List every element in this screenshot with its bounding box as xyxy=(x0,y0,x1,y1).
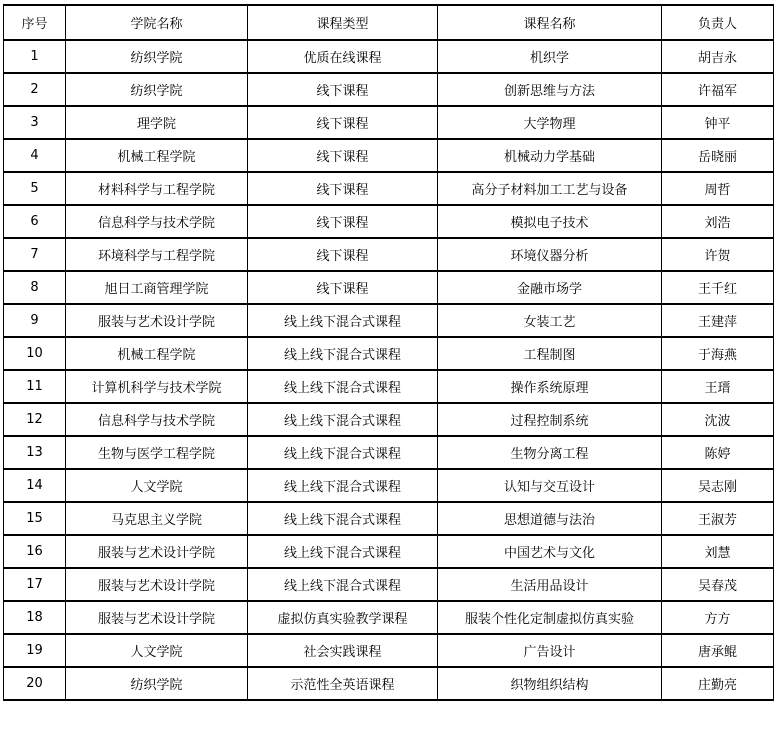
cell-college: 人文学院 xyxy=(66,469,248,502)
table-row xyxy=(4,370,774,403)
cell-leader: 王淑芳 xyxy=(662,502,774,535)
cell-leader: 沈波 xyxy=(662,403,774,436)
cell-college: 计算机科学与技术学院 xyxy=(66,370,248,403)
cell-index: 9 xyxy=(4,304,66,337)
cell-college: 信息科学与技术学院 xyxy=(66,205,248,238)
cell-college: 马克思主义学院 xyxy=(66,502,248,535)
cell-leader: 周哲 xyxy=(662,172,774,205)
cell-leader: 吴志刚 xyxy=(662,469,774,502)
cell-college: 机械工程学院 xyxy=(66,139,248,172)
cell-course-name: 认知与交互设计 xyxy=(438,469,662,502)
cell-college: 纺织学院 xyxy=(66,667,248,700)
cell-course-name: 思想道德与法治 xyxy=(438,502,662,535)
cell-college: 旭日工商管理学院 xyxy=(66,271,248,304)
cell-course-name: 女装工艺 xyxy=(438,304,662,337)
cell-course-type: 线上线下混合式课程 xyxy=(248,568,438,601)
cell-leader: 王千红 xyxy=(662,271,774,304)
cell-course-name: 广告设计 xyxy=(438,634,662,667)
table-row xyxy=(4,667,774,700)
cell-course-type: 线上线下混合式课程 xyxy=(248,436,438,469)
cell-course-name: 过程控制系统 xyxy=(438,403,662,436)
col-header-course-name: 课程名称 xyxy=(438,5,662,40)
cell-course-name: 操作系统原理 xyxy=(438,370,662,403)
cell-index: 15 xyxy=(4,502,66,535)
cell-index: 11 xyxy=(4,370,66,403)
cell-leader: 钟平 xyxy=(662,106,774,139)
table-row xyxy=(4,205,774,238)
cell-index: 3 xyxy=(4,106,66,139)
cell-index: 19 xyxy=(4,634,66,667)
cell-index: 4 xyxy=(4,139,66,172)
cell-college: 纺织学院 xyxy=(66,73,248,106)
table-row xyxy=(4,634,774,667)
cell-college: 生物与医学工程学院 xyxy=(66,436,248,469)
cell-course-type: 线下课程 xyxy=(248,238,438,271)
cell-leader: 刘浩 xyxy=(662,205,774,238)
cell-course-type: 线下课程 xyxy=(248,205,438,238)
cell-index: 14 xyxy=(4,469,66,502)
cell-college: 机械工程学院 xyxy=(66,337,248,370)
cell-course-type: 线下课程 xyxy=(248,139,438,172)
col-header-college: 学院名称 xyxy=(66,5,248,40)
cell-leader: 刘慧 xyxy=(662,535,774,568)
cell-course-name: 织物组织结构 xyxy=(438,667,662,700)
cell-course-type: 线下课程 xyxy=(248,172,438,205)
cell-course-name: 环境仪器分析 xyxy=(438,238,662,271)
table-row xyxy=(4,337,774,370)
cell-course-type: 优质在线课程 xyxy=(248,40,438,73)
cell-course-name: 机织学 xyxy=(438,40,662,73)
cell-course-type: 线下课程 xyxy=(248,271,438,304)
table-body xyxy=(4,40,774,700)
cell-course-type: 虚拟仿真实验教学课程 xyxy=(248,601,438,634)
cell-course-type: 线下课程 xyxy=(248,73,438,106)
cell-leader: 许福军 xyxy=(662,73,774,106)
cell-college: 环境科学与工程学院 xyxy=(66,238,248,271)
col-header-course-type: 课程类型 xyxy=(248,5,438,40)
table-row xyxy=(4,271,774,304)
cell-course-type: 线上线下混合式课程 xyxy=(248,304,438,337)
cell-course-type: 线上线下混合式课程 xyxy=(248,535,438,568)
cell-leader: 庄勤亮 xyxy=(662,667,774,700)
cell-index: 20 xyxy=(4,667,66,700)
cell-course-type: 示范性全英语课程 xyxy=(248,667,438,700)
cell-college: 服装与艺术设计学院 xyxy=(66,304,248,337)
cell-course-type: 线上线下混合式课程 xyxy=(248,403,438,436)
table-row xyxy=(4,535,774,568)
cell-college: 信息科学与技术学院 xyxy=(66,403,248,436)
cell-college: 服装与艺术设计学院 xyxy=(66,601,248,634)
cell-course-name: 高分子材料加工工艺与设备 xyxy=(438,172,662,205)
cell-course-type: 线上线下混合式课程 xyxy=(248,370,438,403)
table-row xyxy=(4,73,774,106)
cell-leader: 岳晓丽 xyxy=(662,139,774,172)
table-row xyxy=(4,238,774,271)
cell-course-name: 创新思维与方法 xyxy=(438,73,662,106)
cell-course-type: 线上线下混合式课程 xyxy=(248,502,438,535)
table-row xyxy=(4,436,774,469)
cell-course-name: 大学物理 xyxy=(438,106,662,139)
cell-course-type: 线上线下混合式课程 xyxy=(248,469,438,502)
cell-course-type: 线下课程 xyxy=(248,106,438,139)
table-row xyxy=(4,601,774,634)
cell-college: 人文学院 xyxy=(66,634,248,667)
cell-college: 纺织学院 xyxy=(66,40,248,73)
table-row xyxy=(4,40,774,73)
col-header-index: 序号 xyxy=(4,5,66,40)
cell-index: 17 xyxy=(4,568,66,601)
cell-leader: 陈婷 xyxy=(662,436,774,469)
cell-course-name: 生物分离工程 xyxy=(438,436,662,469)
cell-course-name: 生活用品设计 xyxy=(438,568,662,601)
cell-leader: 胡吉永 xyxy=(662,40,774,73)
cell-index: 2 xyxy=(4,73,66,106)
cell-index: 10 xyxy=(4,337,66,370)
cell-index: 6 xyxy=(4,205,66,238)
cell-college: 服装与艺术设计学院 xyxy=(66,568,248,601)
cell-leader: 许贺 xyxy=(662,238,774,271)
table-row xyxy=(4,139,774,172)
cell-index: 13 xyxy=(4,436,66,469)
cell-index: 18 xyxy=(4,601,66,634)
cell-course-name: 金融市场学 xyxy=(438,271,662,304)
cell-course-name: 工程制图 xyxy=(438,337,662,370)
table-row xyxy=(4,502,774,535)
cell-leader: 于海燕 xyxy=(662,337,774,370)
table-header xyxy=(4,5,774,40)
cell-index: 1 xyxy=(4,40,66,73)
cell-index: 5 xyxy=(4,172,66,205)
cell-course-name: 机械动力学基础 xyxy=(438,139,662,172)
course-table xyxy=(3,4,774,701)
cell-leader: 王建萍 xyxy=(662,304,774,337)
cell-course-name: 模拟电子技术 xyxy=(438,205,662,238)
cell-college: 服装与艺术设计学院 xyxy=(66,535,248,568)
table-row xyxy=(4,304,774,337)
col-header-leader: 负责人 xyxy=(662,5,774,40)
cell-index: 7 xyxy=(4,238,66,271)
cell-index: 16 xyxy=(4,535,66,568)
cell-course-name: 中国艺术与文化 xyxy=(438,535,662,568)
cell-course-type: 线上线下混合式课程 xyxy=(248,337,438,370)
cell-leader: 王瑨 xyxy=(662,370,774,403)
cell-leader: 吴春茂 xyxy=(662,568,774,601)
table-row xyxy=(4,568,774,601)
table-row xyxy=(4,106,774,139)
table-row xyxy=(4,469,774,502)
cell-college: 理学院 xyxy=(66,106,248,139)
table-row xyxy=(4,172,774,205)
cell-college: 材料科学与工程学院 xyxy=(66,172,248,205)
cell-index: 12 xyxy=(4,403,66,436)
cell-course-name: 服装个性化定制虚拟仿真实验 xyxy=(438,601,662,634)
cell-leader: 方方 xyxy=(662,601,774,634)
cell-course-type: 社会实践课程 xyxy=(248,634,438,667)
table-row xyxy=(4,403,774,436)
header-row xyxy=(4,5,774,40)
cell-leader: 唐承鲲 xyxy=(662,634,774,667)
cell-index: 8 xyxy=(4,271,66,304)
